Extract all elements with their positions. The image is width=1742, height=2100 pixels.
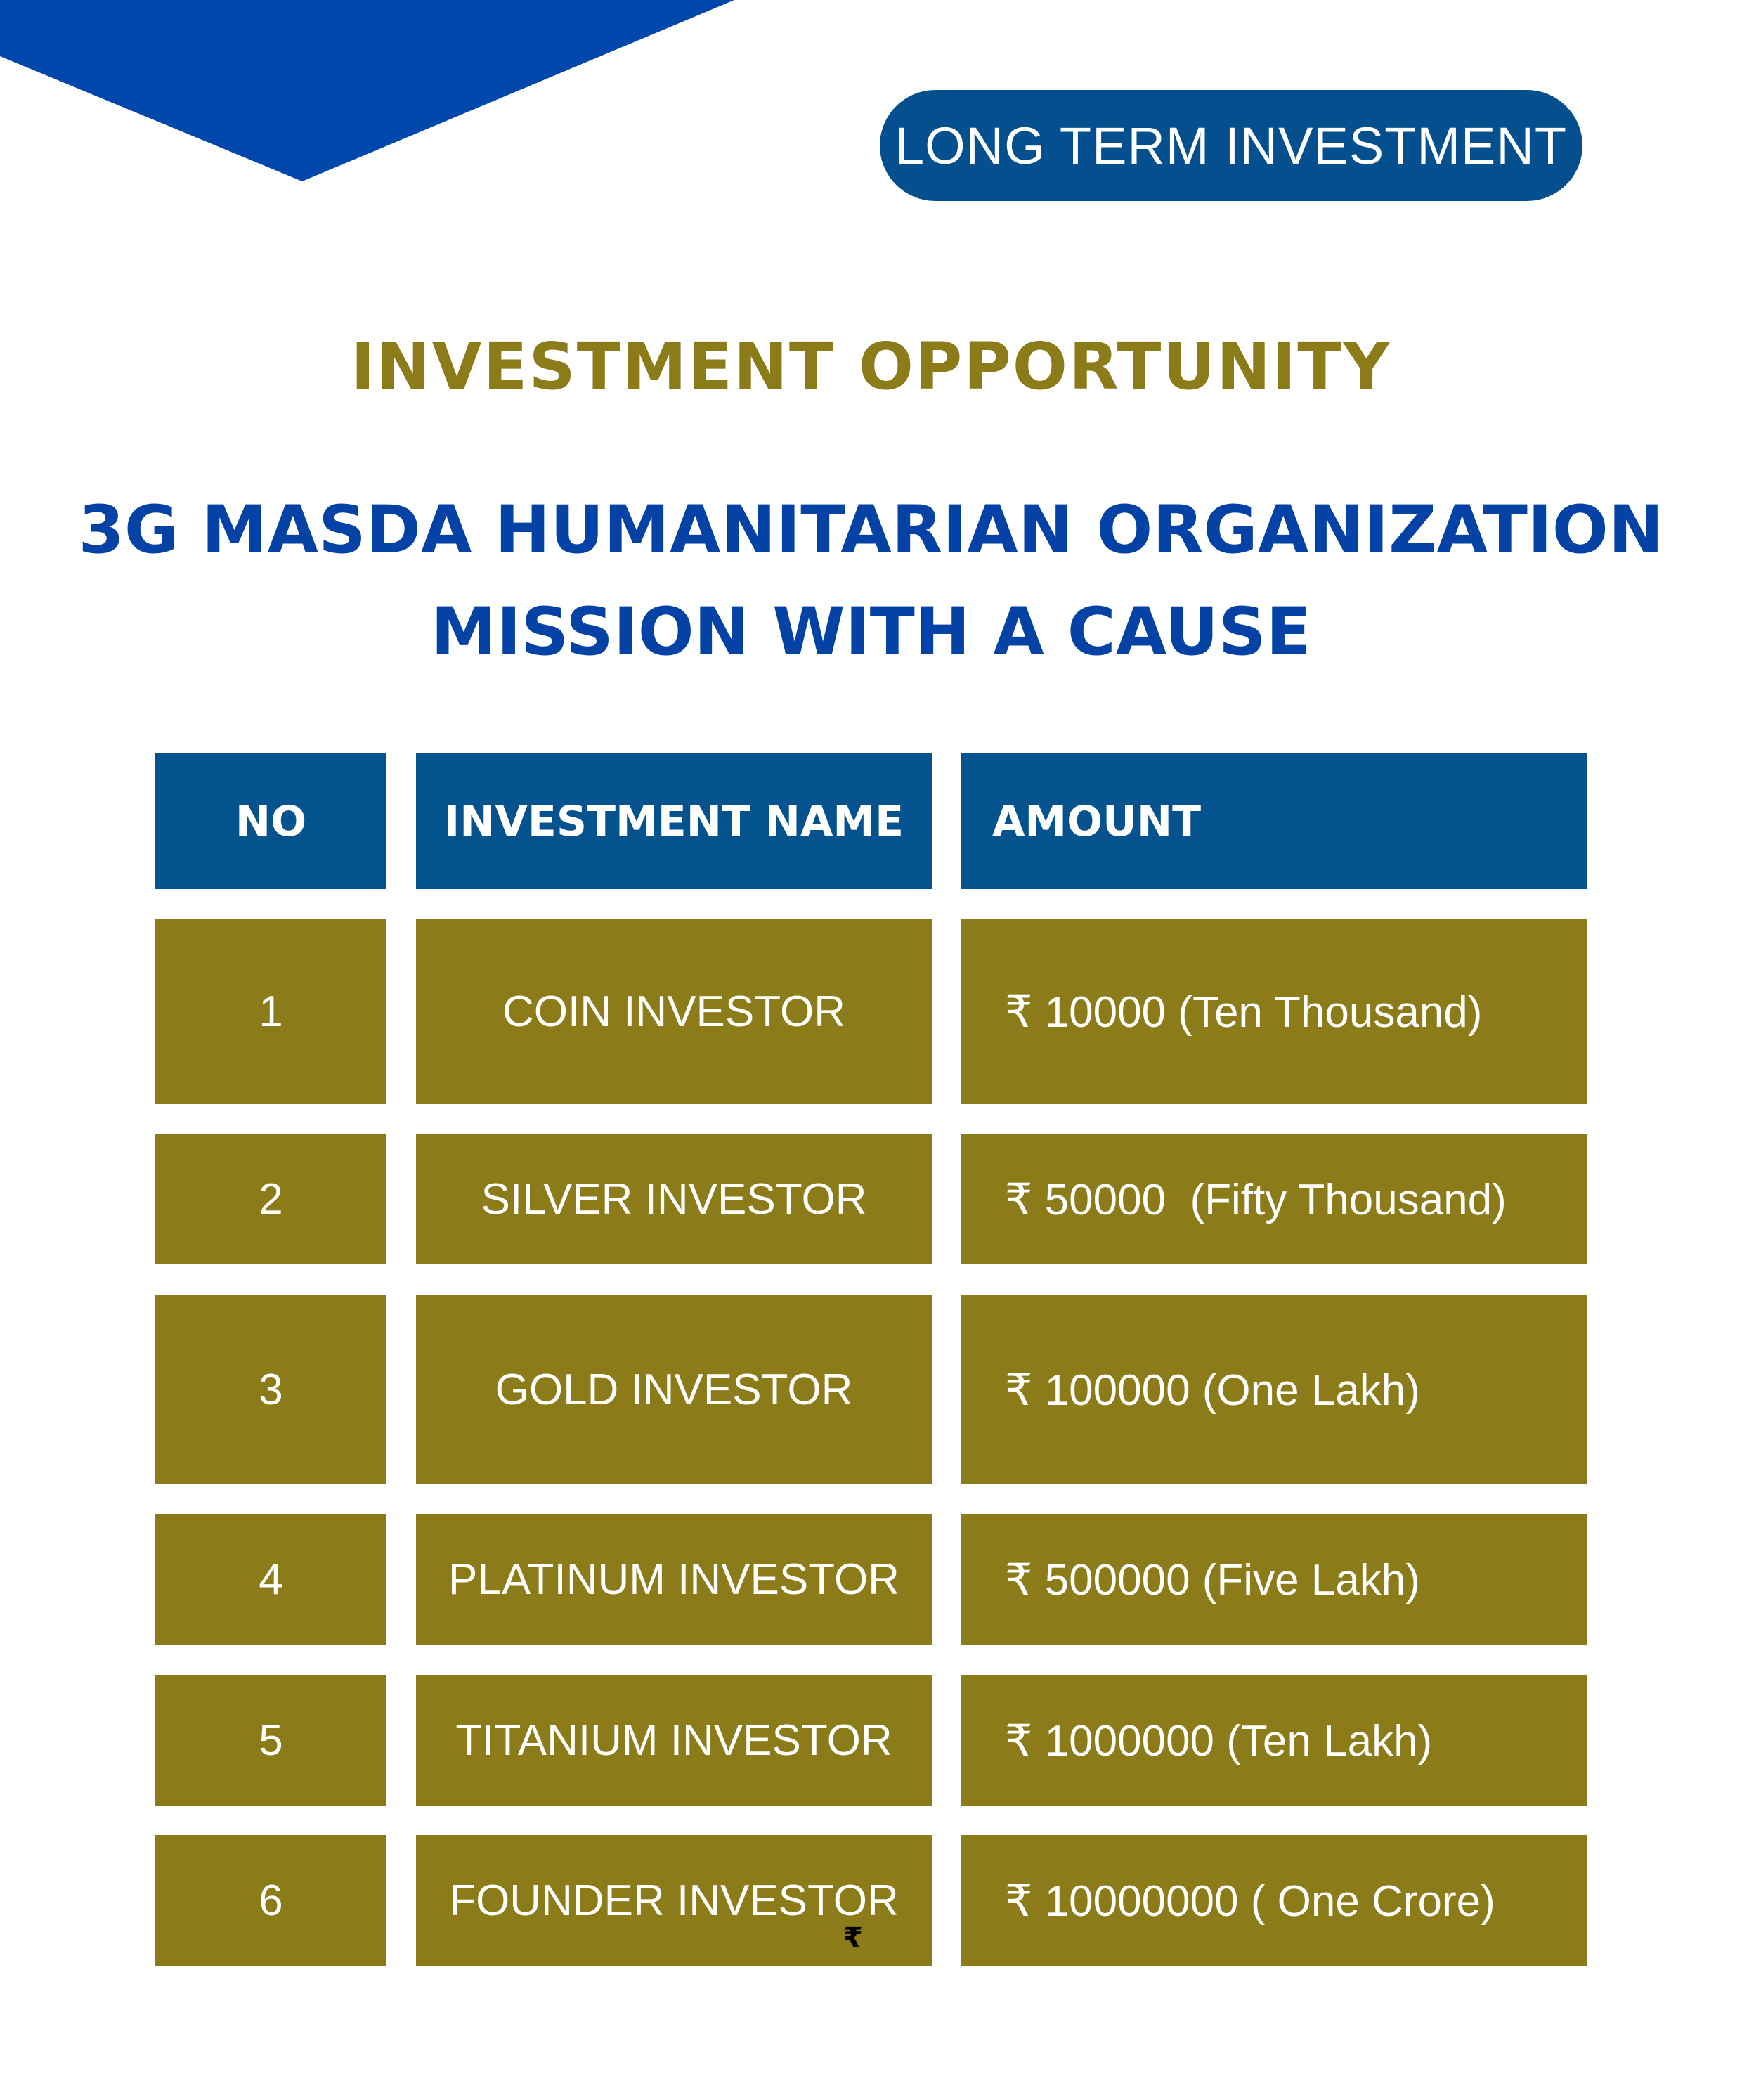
row-number: 2: [155, 1134, 386, 1264]
organization-tagline: MISSION WITH A CAUSE: [431, 594, 1311, 670]
header-amount: AMOUNT: [961, 753, 1587, 889]
row-number: 6: [155, 1835, 386, 1966]
investment-name: FOUNDER INVESTOR: [416, 1835, 932, 1966]
row-number: 1: [155, 919, 386, 1104]
investment-name: PLATINUM INVESTOR: [416, 1514, 932, 1645]
investment-name: SILVER INVESTOR: [416, 1134, 932, 1264]
stray-rupee-symbol: ₹: [843, 1922, 863, 1955]
investment-amount: ₹ 500000 (Five Lakh): [961, 1514, 1587, 1645]
investment-amount: ₹ 10000 (Ten Thousand): [961, 919, 1587, 1104]
investment-amount: ₹ 1000000 (Ten Lakh): [961, 1675, 1587, 1806]
header-investment-name: INVESTMENT NAME: [416, 753, 932, 889]
investment-amount: ₹ 10000000 ( One Crore): [961, 1835, 1587, 1966]
investment-name: GOLD INVESTOR: [416, 1295, 932, 1484]
investment-amount: ₹ 100000 (One Lakh): [961, 1295, 1587, 1484]
page-title: INVESTMENT OPPORTUNITY: [351, 329, 1391, 404]
badge-label: LONG TERM INVESTMENT: [895, 116, 1568, 175]
row-number: 5: [155, 1675, 386, 1806]
organization-name: 3G MASDA HUMANITARIAN ORGANIZATION: [78, 492, 1664, 569]
header-no: NO: [155, 753, 386, 889]
investment-amount: ₹ 50000 (Fifty Thousand): [961, 1134, 1587, 1264]
corner-chevron-decoration: [0, 0, 745, 183]
investment-name: COIN INVESTOR: [416, 919, 932, 1104]
row-number: 4: [155, 1514, 386, 1645]
long-term-investment-badge: [880, 90, 1582, 201]
investment-name: TITANIUM INVESTOR: [416, 1675, 932, 1806]
row-number: 3: [155, 1295, 386, 1484]
